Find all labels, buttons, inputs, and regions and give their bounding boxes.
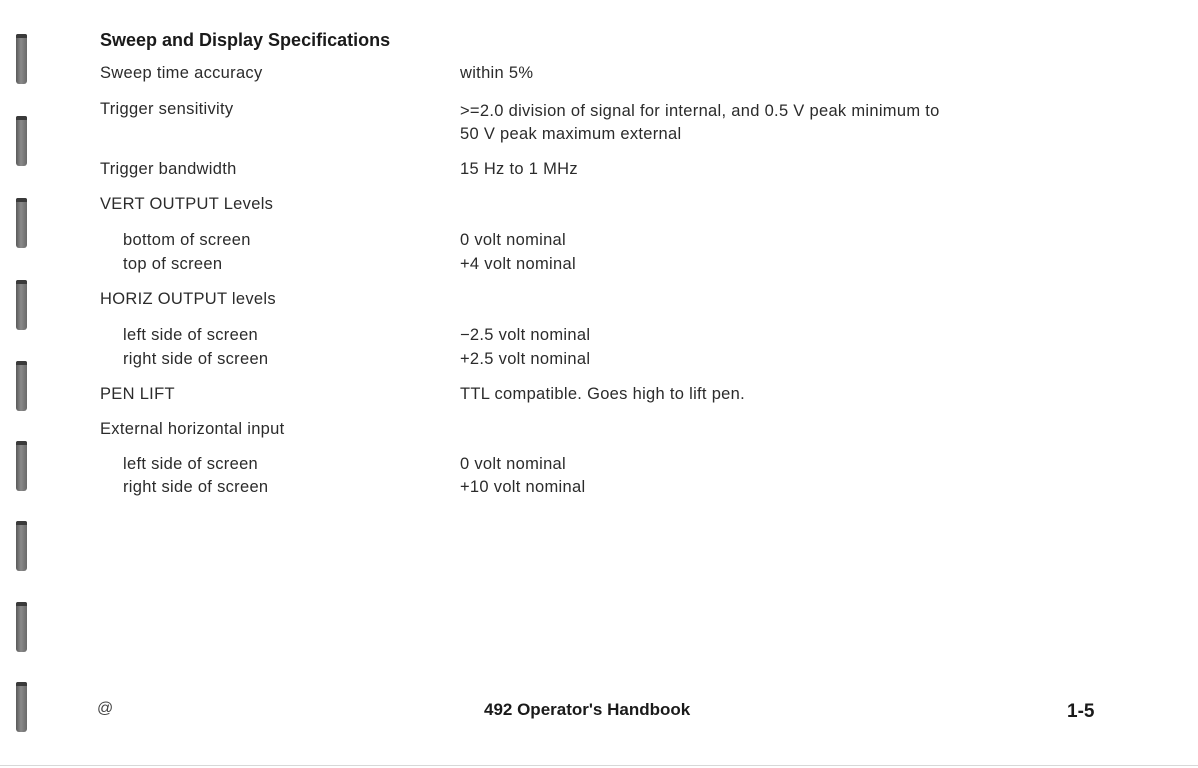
page-number: 1-5 [1067, 701, 1095, 722]
spec-label: Trigger sensitivity [100, 100, 234, 118]
spec-sublabel: right side of screen [123, 478, 269, 496]
spec-value: +4 volt nominal [460, 255, 576, 273]
handbook-title: 492 Operator's Handbook [484, 700, 691, 719]
spec-value: +10 volt nominal [460, 478, 586, 496]
copyright-symbol: @ [97, 700, 114, 717]
spec-value-line2: 50 V peak maximum external [460, 125, 682, 143]
spec-value: 0 volt nominal [460, 455, 567, 473]
spec-label: Trigger bandwidth [100, 160, 237, 178]
binder-holes [12, 0, 36, 768]
spec-sublabel: left side of screen [123, 326, 259, 344]
spec-value: 15 Hz to 1 MHz [460, 160, 578, 178]
section-heading: Sweep and Display Specifications [100, 30, 391, 50]
binder-hole [16, 361, 27, 411]
spec-sublabel: top of screen [123, 255, 223, 273]
binder-hole [16, 521, 27, 571]
page-edge [0, 765, 1198, 766]
spec-label: PEN LIFT [100, 385, 175, 403]
binder-hole [16, 441, 27, 491]
spec-sublabel: bottom of screen [123, 231, 251, 249]
spec-value: +2.5 volt nominal [460, 350, 591, 368]
spec-label: VERT OUTPUT Levels [100, 195, 274, 213]
binder-hole [16, 280, 27, 330]
binder-hole [16, 602, 27, 652]
spec-value: TTL compatible. Goes high to lift pen. [460, 385, 746, 403]
binder-hole [16, 198, 27, 248]
spec-value: 0 volt nominal [460, 231, 567, 249]
spec-label: HORIZ OUTPUT levels [100, 290, 276, 308]
spec-value-line1: >=2.0 division of signal for internal, and 0.5 V peak minimum to [460, 102, 940, 120]
binder-hole [16, 682, 27, 732]
spec-value: −2.5 volt nominal [460, 326, 591, 344]
spec-value: within 5% [460, 64, 534, 82]
spec-label: External horizontal input [100, 420, 285, 438]
spec-sublabel: right side of screen [123, 350, 269, 368]
spec-label: Sweep time accuracy [100, 64, 263, 82]
binder-hole [16, 116, 27, 166]
spec-sublabel: left side of screen [123, 455, 259, 473]
binder-hole [16, 34, 27, 84]
